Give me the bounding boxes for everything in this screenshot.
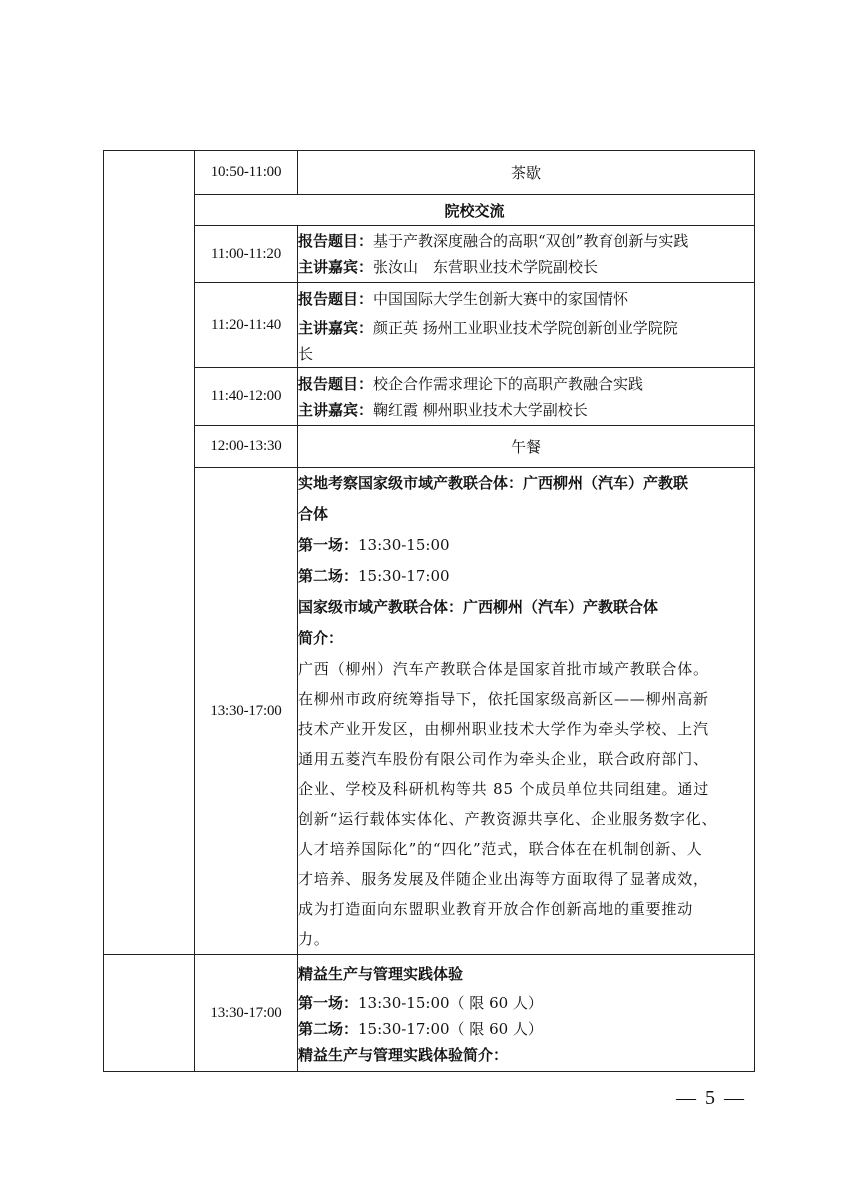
speaker-key: 主讲嘉宾：	[298, 400, 374, 419]
time-cell: 13:30-17:00	[195, 955, 298, 1072]
date-column-cell	[104, 151, 195, 955]
lean-intro-title: 精益生产与管理实践体验简介：	[298, 1045, 509, 1064]
session-1-key: 第一场：	[298, 536, 359, 554]
intro-line: 广西（柳州）汽车产教联合体是国家首批市域产教联合体。	[298, 660, 709, 678]
talk-1-content	[298, 226, 755, 283]
time-cell: 11:20-11:40	[195, 283, 298, 368]
session-1-time: 13:30-15:00	[358, 536, 450, 554]
table-row-tea-break	[104, 151, 755, 195]
topic-text: 基于产教深度融合的高职“双创”教育创新与实践	[373, 232, 689, 250]
intro-line: 人才培养国际化”的“四化”范式，联合体在在机制创新、人	[298, 840, 703, 858]
speaker-key: 主讲嘉宾：	[298, 318, 374, 337]
table-row-section	[104, 195, 755, 226]
page-number: — 5 —	[676, 1087, 746, 1109]
intro-title-continued: 简介：	[298, 629, 344, 647]
intro-line: 成为打造面向东盟职业教育开放合作创新高地的重要推动	[298, 900, 694, 918]
visit-title: 实地考察国家级市域产教联合体：广西柳州（汽车）产教联	[298, 474, 689, 492]
time-cell: 12:00-13:30	[195, 426, 298, 468]
table-row-lunch	[104, 426, 755, 468]
intro-line: 企业、学校及科研机构等共 85 个成员单位共同组建。通过	[298, 780, 710, 798]
speaker-text: 颜正英 扬州工业职业技术学院创新创业学院院	[373, 318, 678, 337]
lunch-label: 午餐	[298, 426, 755, 468]
topic-key: 报告题目：	[298, 289, 374, 308]
time-cell: 11:40-12:00	[195, 368, 298, 426]
time-cell: 10:50-11:00	[195, 151, 298, 195]
session-2-key: 第二场：	[298, 1019, 359, 1038]
visit-title-continued: 合体	[298, 505, 329, 523]
lean-content	[298, 955, 755, 1072]
talk-3-content	[298, 368, 755, 426]
date-column-cell	[104, 955, 195, 1072]
lean-title: 精益生产与管理实践体验	[298, 964, 464, 983]
topic-key: 报告题目：	[298, 232, 374, 250]
intro-line: 创新“运行载体实体化、产教资源共享化、企业服务数字化、	[298, 810, 718, 828]
table-row-lean-experience	[104, 955, 755, 1072]
time-cell: 11:00-11:20	[195, 226, 298, 283]
intro-line: 技术产业开发区，由柳州职业技术大学作为牵头学校、上汽	[298, 720, 709, 738]
intro-title: 国家级市域产教联合体：广西柳州（汽车）产教联合体	[298, 598, 659, 616]
tea-break-label: 茶歇	[298, 151, 755, 195]
intro-paragraph	[298, 654, 754, 954]
session-1-time: 13:30-15:00（ 限 60 人）	[358, 993, 543, 1012]
table-row-talk-2	[104, 283, 755, 368]
section-title: 院校交流	[195, 195, 755, 226]
speaker-text: 张汝山 东营职业技术学院副校长	[373, 258, 599, 276]
table-row-talk-3	[104, 368, 755, 426]
session-2-key: 第二场：	[298, 567, 359, 585]
session-2-time: 15:30-17:00（ 限 60 人）	[358, 1019, 543, 1038]
intro-line: 在柳州市政府统筹指导下，依托国家级高新区——柳州高新	[298, 690, 709, 708]
session-2-time: 15:30-17:00	[358, 567, 450, 585]
table-row-talk-1	[104, 226, 755, 283]
speaker-text-continued: 长	[298, 344, 314, 363]
speaker-key: 主讲嘉宾：	[298, 258, 374, 276]
intro-line: 才培养、服务发展及伴随企业出海等方面取得了显著成效，	[298, 870, 709, 888]
talk-2-content	[298, 283, 755, 368]
schedule-table	[103, 150, 755, 1072]
topic-text: 中国国际大学生创新大赛中的家国情怀	[373, 289, 629, 308]
session-1-key: 第一场：	[298, 993, 359, 1012]
table-row-site-visit	[104, 468, 755, 955]
intro-line: 力。	[298, 930, 330, 948]
intro-line: 通用五菱汽车股份有限公司作为牵头企业，联合政府部门、	[298, 750, 709, 768]
topic-text: 校企合作需求理论下的高职产教融合实践	[373, 374, 644, 393]
time-cell: 13:30-17:00	[195, 468, 298, 955]
site-visit-content	[298, 468, 755, 955]
topic-key: 报告题目：	[298, 374, 374, 393]
speaker-text: 鞠红霞 柳州职业技术大学副校长	[373, 400, 588, 419]
